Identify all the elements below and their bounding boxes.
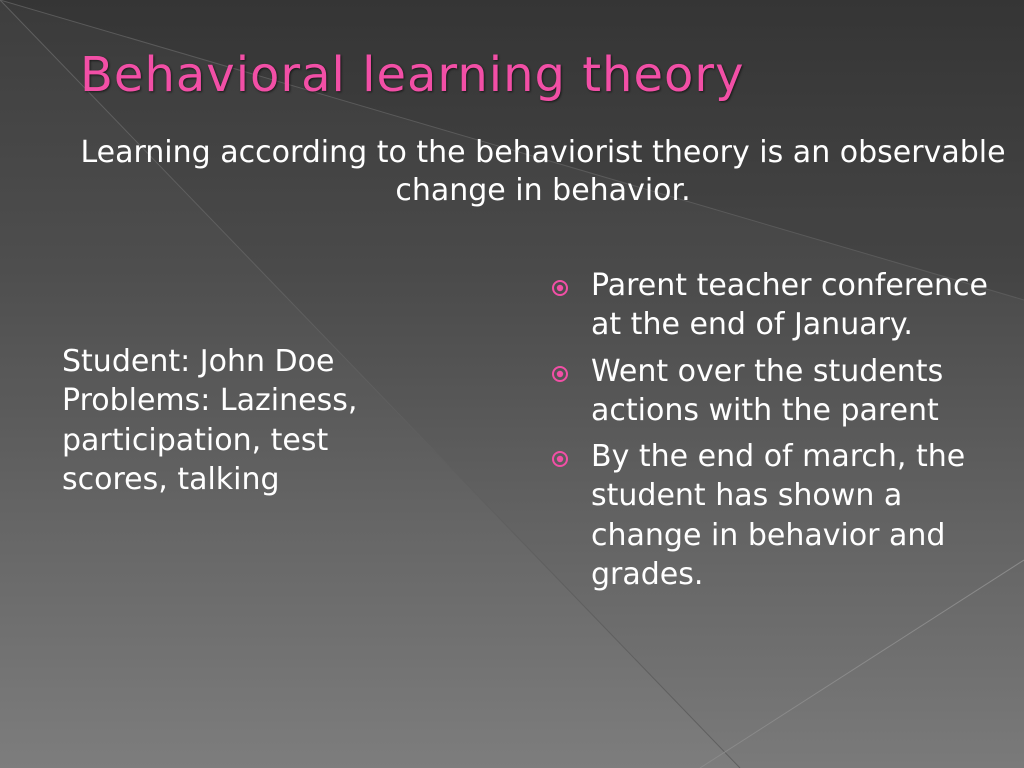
bullet-item [548, 352, 1008, 431]
bullet-text: By the end of march, the student has shown a change in behavior and grades. [591, 439, 975, 593]
bullet-text: Parent teacher conference at the end of January. [591, 268, 1008, 343]
slide-title: Behavioral learning theory [80, 47, 745, 103]
student-problems-line: Problems: Laziness, participation, test scores, talking [62, 383, 358, 497]
bullet-item [548, 437, 1008, 594]
bullet-text: Went over the students actions with the parent [591, 353, 953, 428]
bullet-list [548, 266, 1008, 601]
circle-dot-bullet-icon [551, 279, 569, 297]
bullet-item [548, 266, 1008, 345]
student-name-line: Student: John Doe [62, 344, 335, 379]
slide-subtitle: Learning according to the behaviorist theory is an observable change in behavior. [80, 135, 1006, 209]
circle-dot-bullet-icon [551, 365, 569, 383]
student-info [62, 342, 422, 499]
circle-dot-bullet-icon [551, 450, 569, 468]
